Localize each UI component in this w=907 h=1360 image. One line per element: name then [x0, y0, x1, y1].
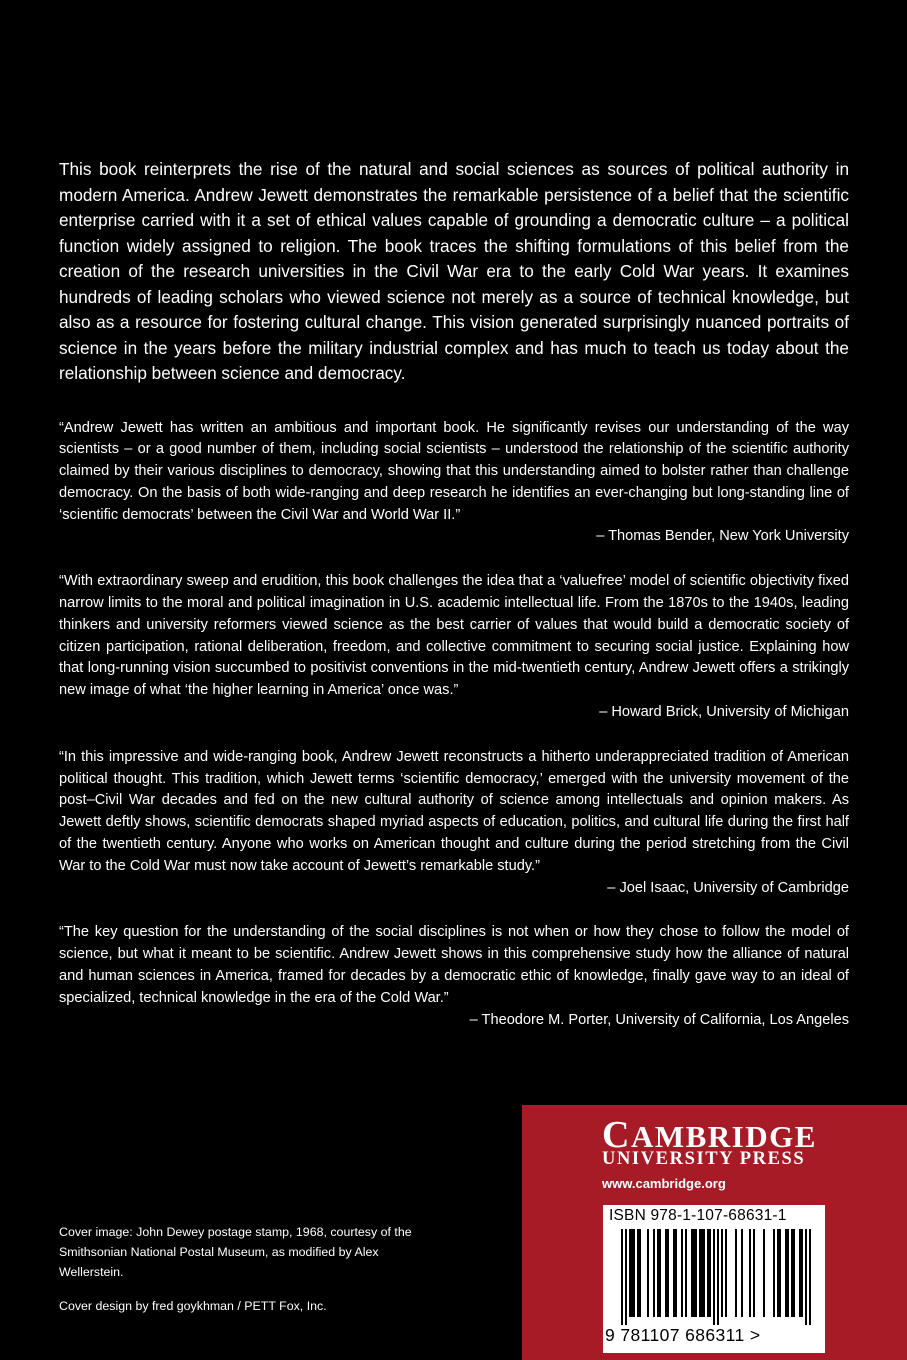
barcode-bar [787, 1229, 789, 1317]
book-description: This book reinterprets the rise of the natural and social sciences as sources of political authority in modern America. Andrew Jewett demonstrates the remarkable persistence of a belief that the scientific enterprise carried with it a set of ethical values capable of grounding a democratic culture – a political function widely assigned to religion. The book traces the shifting formulations of this belief from the creation of the research universities in the Civil War era to the early Cold War years. It examines hundreds of leading scholars who viewed science not merely as a source of technical knowledge, but also as a resource for fostering cultural change. This vision generated surprisingly nuanced portraits of science in the years before the military industrial complex and has much to teach us today about the relationship between science and democracy. [59, 159, 849, 383]
publisher-press: UNIVERSITY PRESS [602, 1149, 806, 1169]
barcode-bar [709, 1229, 711, 1317]
barcode-bar [773, 1229, 775, 1317]
barcode-bar [625, 1229, 627, 1325]
barcode-bar [725, 1229, 727, 1317]
barcode-bar [809, 1229, 811, 1325]
barcode-bar [695, 1229, 697, 1317]
barcode-bar [707, 1229, 709, 1317]
isbn-barcode [603, 1205, 825, 1353]
barcode-bar [717, 1229, 719, 1325]
barcode-bar [673, 1229, 675, 1317]
cover-credits [59, 1222, 444, 1330]
review-text: “With extraordinary sweep and erudition, this book challenges the idea that a ‘valuefree’ model of scientific objectivity fixed narrow limits to the moral and political imagination in U.S. academic intellectual life. From the 1870s to the 1940s, leading thinkers and university reformers viewed science as the best carrier of values that would build a democratic society of citizen participation, rational deliberation, freedom, and collective commitment to securing social justice. Explaining how that long-running vision succumbed to positivist conventions in the mid-twentieth century, Andrew Jewett offers a strikingly new image of what ‘the higher learning in America’ once was.” [59, 573, 849, 699]
barcode-bar [665, 1229, 667, 1317]
barcode-bar [749, 1229, 751, 1317]
barcode-bar [633, 1229, 635, 1317]
barcode-bar [691, 1229, 693, 1317]
barcode-bar [685, 1229, 687, 1317]
review-attribution: – Theodore M. Porter, University of California, Los Angeles [469, 1011, 849, 1028]
review-bender [59, 418, 849, 549]
barcode-bar [741, 1229, 743, 1317]
review-text: “In this impressive and wide-ranging book, Andrew Jewett reconstructs a hitherto underappreciated tradition of American political thought. This tradition, which Jewett terms ‘scientific democracy,’ emerged with the university movement of the post–Civil War decades and fed on the new cultural authority of science among intellectuals and opinion makers. As Jewett deftly shows, scientific democrats shaped myriad aspects of education, politics, and cultural life during the first half of the twentieth century. Anyone who works on American thought and culture during the period stretching from the Civil War to the Cold War must now take account of Jewett’s remarkable study.” [59, 748, 849, 874]
cover-design-credit: Cover design by fred goykhman / PETT Fox, Inc. [59, 1299, 327, 1313]
barcode-bar [701, 1229, 703, 1317]
review-text: “The key question for the understanding of the social disciplines is not when or how they chose to follow the model of science, but what it meant to be scientific. Andrew Jewett shows in this comprehensive study how the alliance of natural and human sciences in America, framed for decades by a democratic ethic of knowledge, finally gave way to an ideal of specialized, technical knowledge in the era of the Cold War.” [59, 924, 849, 1006]
barcode-bar [657, 1229, 659, 1317]
barcode-bar [763, 1229, 765, 1317]
barcode-bar [785, 1229, 787, 1317]
barcode-bar [693, 1229, 695, 1317]
barcode-bar [779, 1229, 781, 1317]
barcode-bar [699, 1229, 701, 1317]
barcode-bar [631, 1229, 633, 1317]
barcode-bar [777, 1229, 779, 1317]
barcode-bar [681, 1229, 683, 1317]
barcode-bar [675, 1229, 677, 1317]
barcode-bar [667, 1229, 669, 1317]
barcode-bar [637, 1229, 639, 1317]
publisher-name-rest: AMBRIDGE [630, 1119, 817, 1154]
review-attribution: – Joel Isaac, University of Cambridge [607, 879, 849, 896]
barcode-bar [753, 1229, 755, 1317]
main-text [59, 157, 849, 1054]
review-attribution: – Howard Brick, University of Michigan [599, 704, 849, 721]
barcode-bar [799, 1229, 801, 1317]
barcode-bar [629, 1229, 631, 1317]
barcode-bar [621, 1229, 623, 1325]
review-attribution: – Thomas Bender, New York University [596, 528, 849, 545]
barcode-bar [791, 1229, 793, 1317]
barcode-bar [647, 1229, 649, 1317]
barcode-icon [609, 1229, 819, 1325]
publisher-url: www.cambridge.org [602, 1176, 726, 1191]
publisher-panel [522, 1105, 907, 1360]
barcode-bar [713, 1229, 715, 1325]
barcode-bar [653, 1229, 655, 1317]
barcode-bar [721, 1229, 723, 1317]
cover-image-credit: Cover image: John Dewey postage stamp, 1968, courtesy of the Smithsonian National Postal Museum, as modified by Alex Wellerstein. [59, 1225, 412, 1279]
barcode-bar [793, 1229, 795, 1317]
review-isaac [59, 747, 849, 900]
review-text: “Andrew Jewett has written an ambitious and important book. He significantly revises our understanding of the way scientists – or a good number of them, including social scientists – understood the relationship of the scientific authority claimed by their various disciplines to democracy, showing that this understanding aimed to bolster rather than challenge democracy. On the basis of both wide-ranging and deep research he identifies an ever-changing but long-standing line of ‘scientific democrats’ between the Civil War and World War II.” [59, 419, 849, 523]
isbn-label: ISBN 978-1-107-68631-1 [609, 1207, 787, 1224]
review-brick [59, 571, 849, 724]
barcode-bar [703, 1229, 705, 1317]
barcode-digits: 9 781107 686311 > [605, 1325, 761, 1345]
barcode-bar [801, 1229, 803, 1317]
review-porter [59, 922, 849, 1031]
barcode-bar [735, 1229, 737, 1317]
barcode-bar [659, 1229, 661, 1317]
barcode-bar [639, 1229, 641, 1317]
barcode-bar [805, 1229, 807, 1325]
publisher-name-initial: C [602, 1114, 631, 1156]
